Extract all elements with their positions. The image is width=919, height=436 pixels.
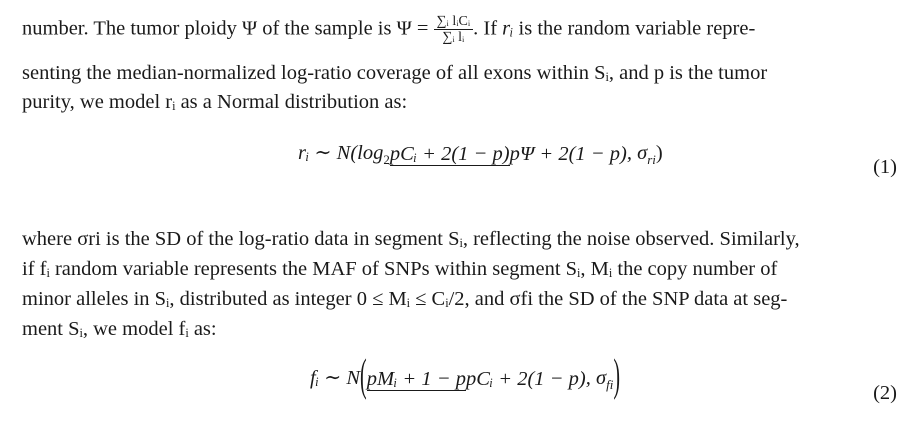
- eq2-numerator: pMᵢ + 1 − p: [366, 367, 466, 390]
- paragraph-1-line-2: senting the median-normalized log-ratio coverage of all exons within Sᵢ, and p is the tumor: [22, 62, 768, 84]
- p1-l1-tail: is the random variable repre-: [513, 17, 756, 40]
- psi-symbol-2: Ψ =: [396, 17, 434, 40]
- ploidy-numerator: ∑ᵢ lᵢCᵢ: [434, 14, 474, 30]
- p1-l1-post: . If: [473, 17, 503, 40]
- eq2-denominator: pCᵢ + 2(1 − p): [465, 367, 586, 390]
- equation-1: [298, 140, 663, 166]
- eq2-fraction: [367, 368, 586, 391]
- paragraph-2-line-4: ment Sᵢ, we model fᵢ as:: [22, 318, 217, 340]
- eq1-numerator: pCᵢ + 2(1 − p): [389, 142, 510, 165]
- paragraph-2-line-1: where σri is the SD of the log-ratio data in segment Sᵢ, reflecting the noise observed. Similarly,: [22, 228, 800, 250]
- ploidy-denominator: ∑ᵢ lᵢ: [442, 30, 465, 46]
- eq2-open-paren: (: [360, 351, 367, 402]
- equation-2-number: (2): [873, 382, 897, 404]
- eq2-sigma-sub: fi: [606, 377, 614, 392]
- eq2-close-paren: ): [613, 351, 620, 402]
- eq1-rhs: , σ: [626, 142, 648, 164]
- p1-l1-pre: number. The tumor ploidy: [22, 17, 242, 40]
- equation-2: [310, 351, 620, 402]
- r-i-symbol: rᵢ: [502, 17, 514, 40]
- eq2-lhs: fᵢ ∼ N: [310, 367, 361, 389]
- paragraph-2-line-2: if fᵢ random variable represents the MAF of SNPs within segment Sᵢ, Mᵢ the copy number of: [22, 258, 778, 280]
- eq1-log-base: 2: [383, 152, 390, 167]
- psi-symbol: Ψ: [241, 17, 258, 40]
- paragraph-1-line-1: [22, 14, 755, 46]
- equation-1-number: (1): [873, 156, 897, 178]
- eq2-rhs: , σ: [585, 367, 607, 389]
- eq1-denominator: pΨ + 2(1 − p): [509, 142, 627, 165]
- eq1-lhs: rᵢ ∼ N(log: [298, 142, 384, 164]
- eq1-sigma-sub: ri: [647, 152, 656, 167]
- paragraph-1-line-3: purity, we model rᵢ as a Normal distribution as:: [22, 91, 408, 113]
- ploidy-fraction: [434, 14, 474, 46]
- eq1-close: ): [655, 142, 663, 164]
- eq1-fraction: [390, 143, 627, 166]
- paragraph-2-line-3: minor alleles in Sᵢ, distributed as integer 0 ≤ Mᵢ ≤ Cᵢ/2, and σfi the SD of the SNP data at seg-: [22, 288, 788, 310]
- p1-l1-mid: of the sample is: [257, 17, 397, 40]
